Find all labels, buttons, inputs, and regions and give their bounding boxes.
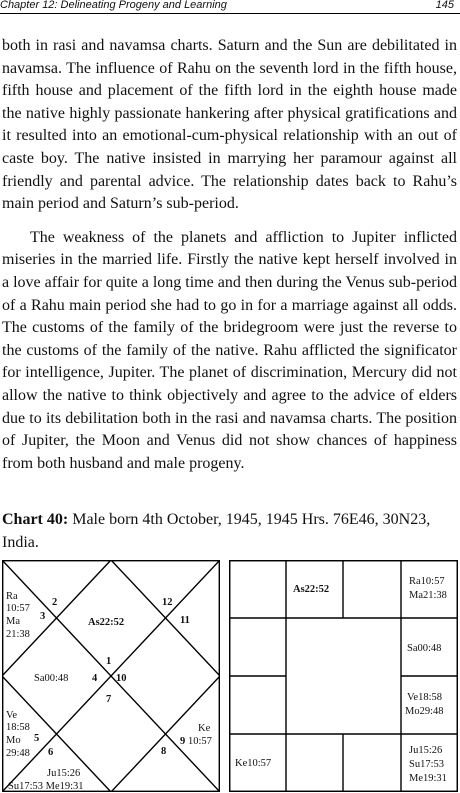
cell-virgo-b: Su17:53 [409,759,445,770]
planet-label: Ju15:26 [47,768,81,779]
north-indian-chart [2,560,220,792]
body-text [2,35,457,475]
planet-label: Ke [198,723,211,734]
house-number: 5 [34,733,40,744]
cell-virgo-c: Me19:31 [409,773,447,784]
cell-aries: As22:52 [293,584,330,595]
page-header [0,0,460,14]
house-number: 2 [52,597,58,608]
chapter-title: Chapter 12: Delineating Progeny and Learning [0,0,227,11]
house-number: 3 [40,611,46,622]
header-rule [0,13,460,14]
house-number: 1 [106,656,112,667]
cell-virgo-a: Ju15:26 [409,745,443,756]
house-number: 4 [92,673,98,684]
house-number: 12 [162,597,173,608]
planet-label: Mo [6,735,21,746]
paragraph-1: both in rasi and navamsa charts. Saturn and the Sun are debilitated in navamsa. The influence of Rahu on the seventh lord in the fifth house, fifth house and placement of the fifth lord in the eighth house made the native highly passionate hankering after physical gratifications and it resulted into an emotional-cum-physical relationship with an out of caste boy. The native insisted in marrying her paramour against all friendly and parental advice. The relationship dates back to Rahu’s main period and Saturn’s sub-period. [2,37,457,213]
planet-label: As22:52 [88,617,125,628]
house-number: 6 [48,747,54,758]
cell-scorpio: Ke10:57 [235,758,272,769]
house-number: 11 [180,615,190,626]
south-indian-chart [229,560,458,792]
chart-caption-text: Male born 4th October, 1945, 1945 Hrs. 76E46, 30N23, India. [2,511,431,551]
chart-caption-label: Chart 40: [2,511,69,528]
planet-label: Ve [6,710,18,721]
planet-label: 18:58 [6,722,30,733]
planet-label: Sa00:48 [34,673,69,684]
planet-label: Su17:53 Me19:31 [8,781,84,792]
cell-gemini-a: Ra10:57 [409,576,445,587]
cell-leo-a: Ve18:58 [407,692,442,703]
house-number: 9 [180,736,186,747]
page-number: 145 [435,0,454,11]
cell-leo-b: Mo29:48 [405,706,444,717]
planet-label: Ma [6,616,20,627]
cell-gemini-b: Ma21:38 [409,590,447,601]
planet-label: 10:57 [6,603,30,614]
house-number: 7 [106,694,112,705]
planet-label: 10:57 [188,736,212,747]
chart-caption [2,508,457,554]
paragraph-2: The weakness of the planets and affliction to Jupiter inflicted miseries in the married life. Firstly the native kept herself involved in a love affair for quite a long time and then during the Venus sub-period of a Rahu main period she had to go in for a marriage against all odds. The customs of the family of the bridegroom were just the reverse to the customs of the family of the native. Rahu afflicted the significator for intelligence, Jupiter. The planet of discrimination, Mercury did not allow the native to think objectively and agree to the advice of elders due to its debilitation both in the rasi and navamsa charts. The position of Jupiter, the Moon and Venus did not show chances of happiness from both husband and male progeny. [2,228,457,472]
planet-label: 21:38 [6,629,30,640]
cell-cancer: Sa00:48 [407,643,442,654]
house-number: 10 [116,673,127,684]
house-number: 8 [161,746,167,757]
planet-label: 29:48 [6,748,30,759]
planet-label: Ra [6,591,18,602]
